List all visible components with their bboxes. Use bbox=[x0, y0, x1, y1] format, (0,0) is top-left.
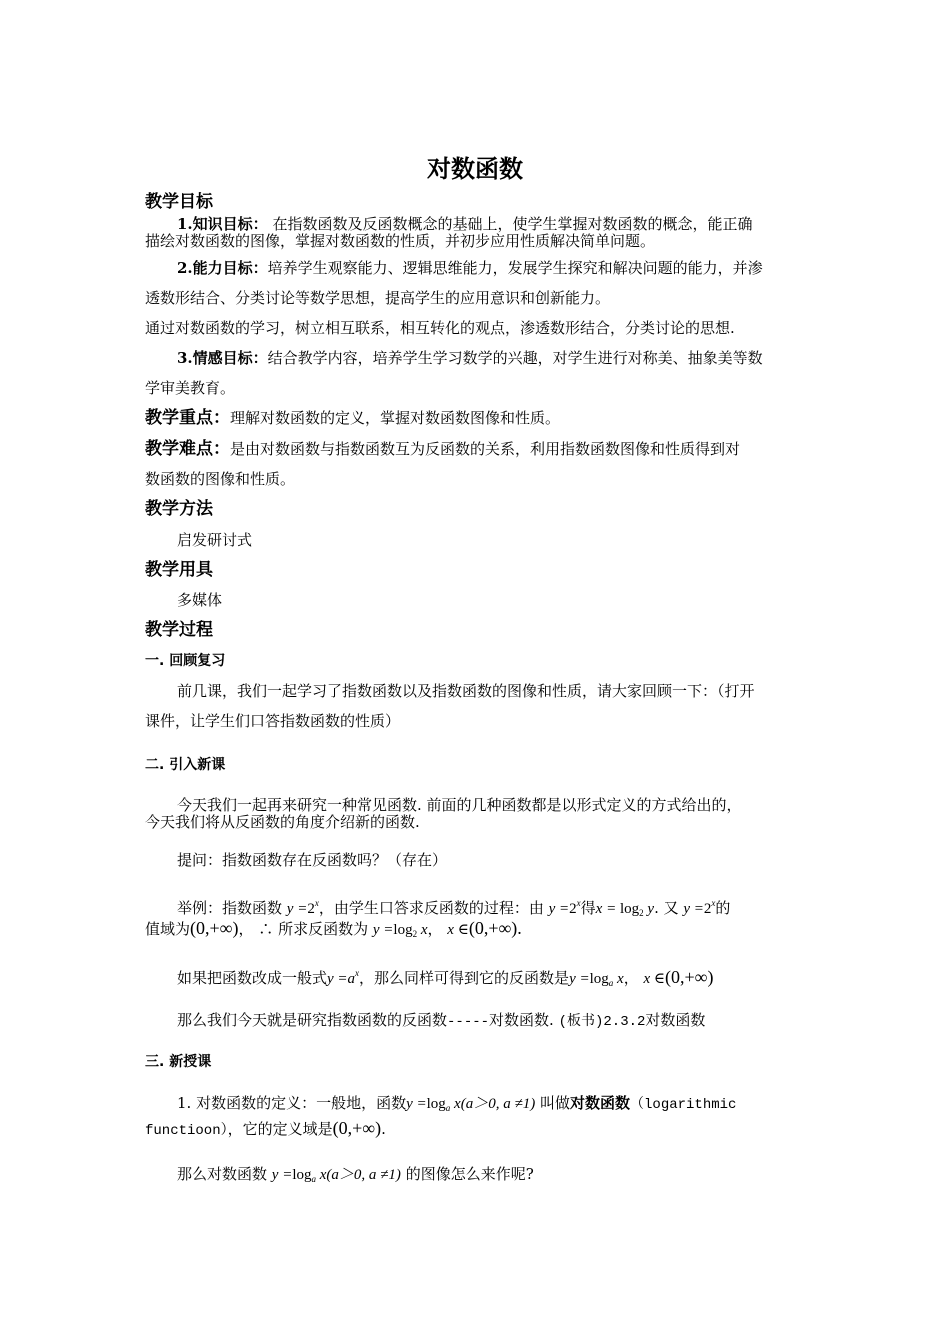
heading-new: 三. 新授课 bbox=[145, 1054, 212, 1070]
heading-review: 一. 回顾复习 bbox=[145, 653, 226, 669]
formula-exp: $y =2^x$ bbox=[286, 898, 319, 917]
interval-range: (0,+∞). bbox=[468, 918, 522, 938]
heading-intro: 二. 引入新课 bbox=[145, 757, 226, 773]
formula-log2-x: $y =\log_2$ x bbox=[372, 922, 428, 939]
ability-goal-line-1: 2.能力目标：培养学生观察能力、逻辑思维能力，发展学生探究和解决问题的能力，并渗 bbox=[177, 259, 763, 277]
formula-exp-2: $y =2^x$ bbox=[548, 898, 581, 917]
method-text: 启发研讨式 bbox=[177, 531, 253, 549]
document-title: 对数函数 bbox=[427, 155, 523, 183]
review-line-1: 前几课，我们一起学习了指数函数以及指数函数的图像和性质，请大家回顾一下：（打开 bbox=[177, 682, 755, 700]
key-points-line: 教学重点：理解对数函数的定义，掌握对数函数图像和性质。 bbox=[145, 408, 561, 428]
graph-question-line: 那么对数函数 $y =\log_a$ x(a＞0, a ≠1) 的图像怎么来作呢? bbox=[177, 1165, 534, 1184]
formula-definition: $y =\log_a$ x(a＞0, a ≠1) bbox=[406, 1096, 536, 1113]
emotion-goal-line-1: 3.情感目标：结合教学内容，培养学生学习数学的兴趣，对学生进行对称美、抽象美等数 bbox=[177, 349, 763, 367]
tools-text: 多媒体 bbox=[177, 591, 223, 609]
general-line: 如果把函数改成一般式$y =a^x$，那么同样可得到它的反函数是$y =\log_a$ x， x ∈(0,+∞) bbox=[177, 967, 714, 988]
formula-exp-3: $y =2^x$ bbox=[683, 898, 716, 917]
ability-goal-line-3: 通过对数函数的学习，树立相互联系，相互转化的观点，渗透数形结合，分类讨论的思想. bbox=[145, 319, 735, 337]
range-line: 值域为(0,+∞)， ∴ 所求反函数为 $y =\log_2$ x， x ∈(0,+∞). bbox=[145, 918, 522, 939]
intro-question: 提问：指数函数存在反函数吗？（存在） bbox=[177, 851, 448, 869]
formula-log2-y: $x = \log_2 y$ bbox=[595, 901, 655, 918]
emotion-goal-line-2: 学审美教育。 bbox=[145, 379, 236, 397]
interval-domain: (0,+∞) bbox=[190, 918, 239, 938]
heading-tools: 教学用具 bbox=[145, 560, 213, 580]
heading-goals: 教学目标 bbox=[145, 192, 213, 212]
knowledge-goal-line-1: 1.知识目标： 在指数函数及反函数概念的基础上，使学生掌握对数函数的概念，能正确 bbox=[177, 215, 753, 233]
knowledge-goal-line-2: 描绘对数函数的图像，掌握对数函数的性质，并初步应用性质解决简单问题。 bbox=[145, 232, 656, 250]
interval-definition: (0,+∞) bbox=[332, 1118, 382, 1138]
heading-process: 教学过程 bbox=[145, 620, 213, 640]
formula-loga-x: $y =\log_a$ x bbox=[569, 971, 624, 988]
formula-x-in-2: x ∈ bbox=[643, 971, 666, 987]
interval-general: (0,+∞) bbox=[665, 967, 714, 987]
term-logarithmic-function: 对数函数 bbox=[570, 1094, 631, 1112]
formula-x-in: x ∈ bbox=[447, 922, 469, 938]
difficulty-line-2: 数函数的图像和性质。 bbox=[145, 470, 296, 488]
review-line-2: 课件，让学生们口答指数函数的性质） bbox=[145, 712, 401, 730]
intro-line-2: 今天我们将从反函数的角度介绍新的函数. bbox=[145, 813, 420, 831]
today-line: 那么我们今天就是研究指数函数的反函数-----对数函数. (板书)2.3.2对数函数 bbox=[177, 1011, 706, 1030]
difficulty-line-1: 教学难点：是由对数函数与指数函数互为反函数的关系，利用指数函数图像和性质得到对 bbox=[145, 439, 741, 459]
ability-goal-line-2: 透数形结合、分类讨论等数学思想，提高学生的应用意识和创新能力。 bbox=[145, 289, 611, 307]
definition-line-1: 1. 对数函数的定义：一般地，函数$y =\log_a$ x(a＞0, a ≠1) 叫做对数函数（logarithmic bbox=[177, 1094, 737, 1113]
heading-method: 教学方法 bbox=[145, 499, 213, 519]
example-line: 举例：指数函数 $y =2^x$，由学生口答求反函数的过程：由 $y =2^x$得$x = \log_2 y$. 又 $y =2^x$的 bbox=[177, 898, 731, 918]
definition-line-2: functioon），它的定义域是(0,+∞). bbox=[145, 1118, 386, 1139]
intro-line-1: 今天我们一起再来研究一种常见函数. 前面的几种函数都是以形式定义的方式给出的， bbox=[177, 796, 742, 814]
formula-definition-2: $y =\log_a$ x(a＞0, a ≠1) bbox=[271, 1167, 401, 1184]
formula-a-pow-x: $y =a^x$ bbox=[327, 968, 360, 987]
